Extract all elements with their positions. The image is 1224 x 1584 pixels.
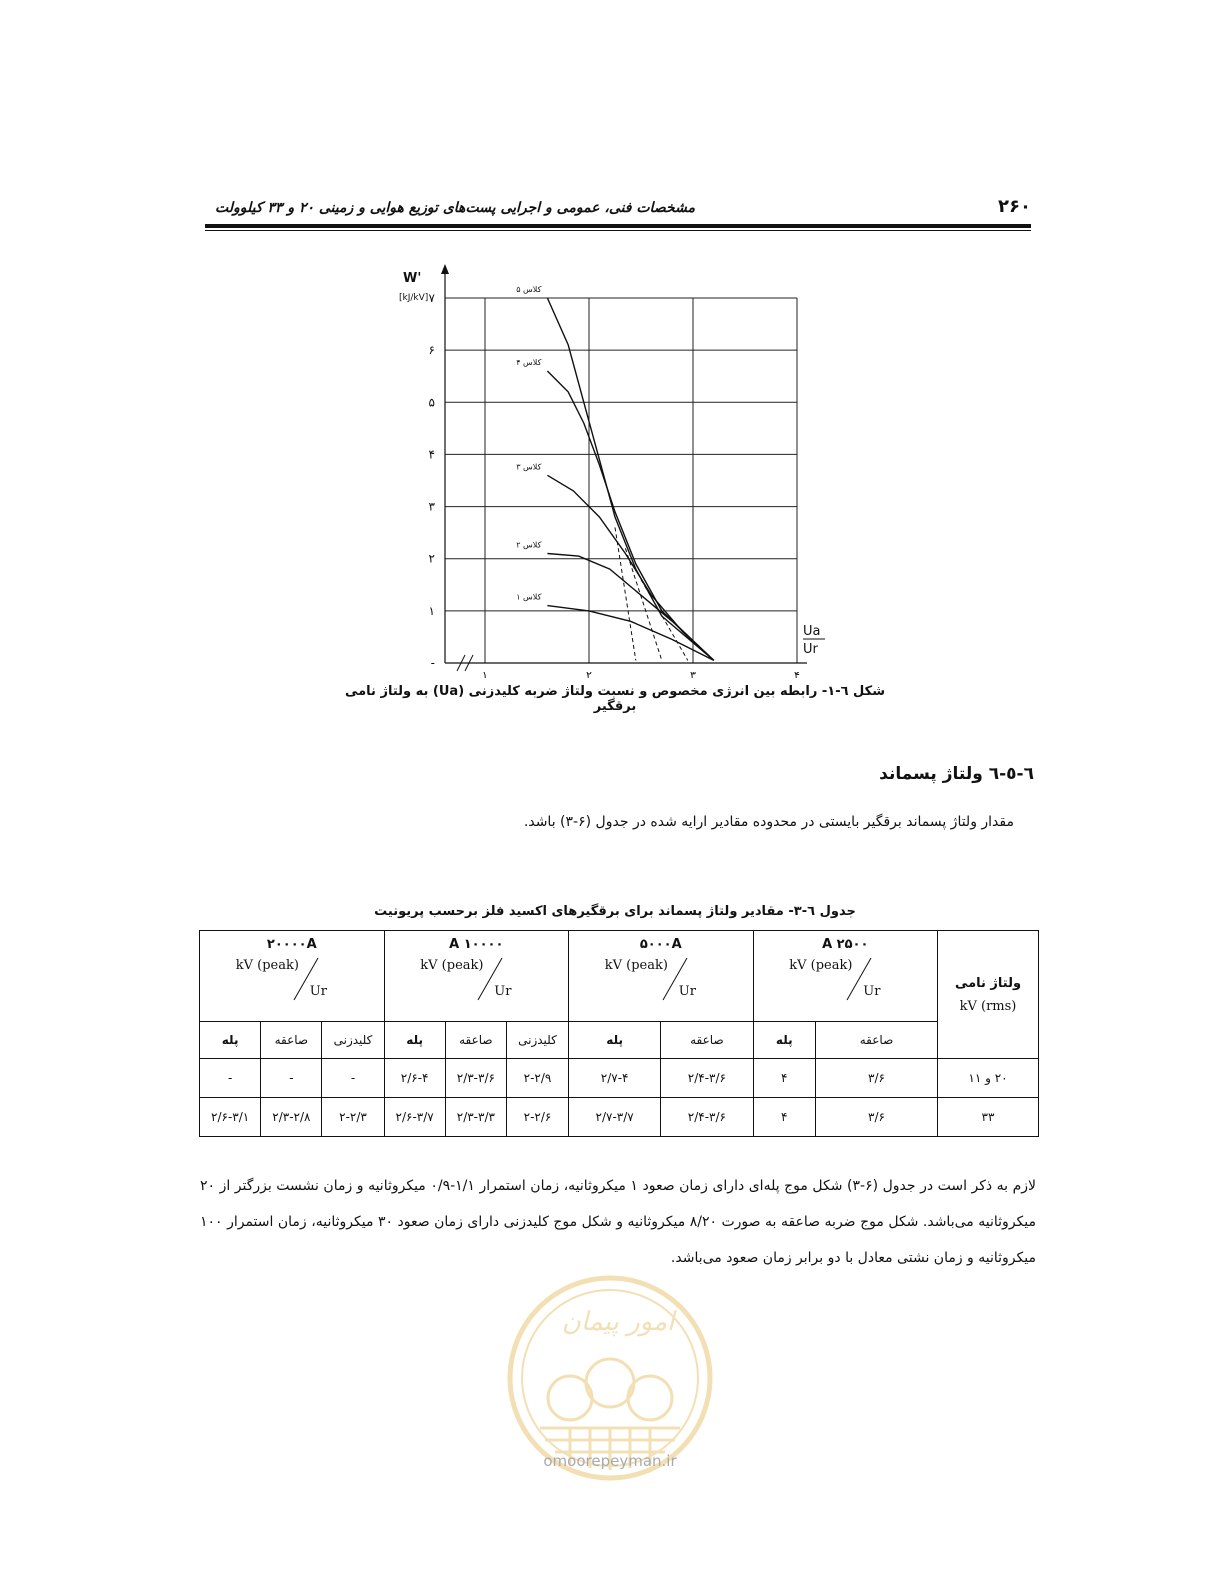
table-cell: ۲-۲/۳ — [322, 1098, 384, 1137]
page-header — [205, 196, 1031, 236]
series-label-3: کلاس ۳ — [516, 462, 542, 472]
sub-header: صاعقه — [445, 1022, 506, 1059]
watermark-text: امور پیمان — [561, 1307, 675, 1337]
section-title: ٦-٥-٦ ولتاژ پسماند — [879, 764, 1034, 784]
running-title: مشخصات فنی، عمومی و اجرایی پست‌های توزیع هوایی و زمینی ۲۰ و ۳۳ کیلوولت — [215, 200, 695, 216]
group-5000 — [569, 931, 754, 1022]
group-10000 — [384, 931, 568, 1022]
zero-label: - — [430, 656, 435, 670]
sub-header: پله — [753, 1022, 816, 1059]
table-caption: جدول ٦-٣- مقادیر ولتاژ پسماند برای برقگیرهای اکسید فلز برحسب پریونیت — [374, 904, 856, 919]
series-line-1 — [547, 606, 713, 661]
series-label-5: کلاس ۵ — [516, 285, 542, 294]
table-cell: - — [261, 1059, 322, 1098]
unit-fraction — [785, 956, 905, 1006]
sub-header: صاعقه — [261, 1022, 322, 1059]
series-line-2 — [547, 554, 713, 661]
unit-top: kV (peak) — [420, 958, 484, 973]
chart-curves — [516, 285, 714, 660]
y-tick-label: ۷ — [428, 291, 435, 305]
unit-top: kV (peak) — [789, 958, 853, 973]
section-paragraph: مقدار ولتاژ پسماند برقگیر بایستی در محدوده مقادیر ارایه شده در جدول (۶-۳) باشد. — [523, 814, 1014, 830]
rated-head: ولتاژ نامی — [954, 975, 1022, 991]
unit-top: kV (peak) — [604, 958, 668, 973]
unit-top: kV (peak) — [235, 958, 299, 973]
table-cell: ۲/۳-۳/۳ — [445, 1098, 506, 1137]
y-axis-label: W' — [403, 271, 422, 286]
y-tick-label: ۲ — [428, 551, 435, 566]
series-line-5 — [547, 298, 713, 660]
chart-ticks — [429, 291, 800, 678]
unit-fraction — [416, 956, 536, 1006]
watermark-url: omoorepeyman.ir — [543, 1452, 677, 1470]
series-label-4: کلاس ۴ — [516, 358, 542, 367]
group-10000-label: ۱۰۰۰۰ A — [449, 937, 504, 952]
y-tick-label: ۱ — [428, 603, 435, 618]
group-5000-label: ۵۰۰۰A — [639, 937, 682, 952]
table-cell: ۲/۶-۴ — [384, 1059, 445, 1098]
sub-header: کلیدزنی — [506, 1022, 568, 1059]
table-cell: ۲/۴-۳/۶ — [661, 1098, 753, 1137]
rated-unit: kV (rms) — [959, 998, 1017, 1014]
unit-fraction — [601, 956, 721, 1006]
table-cell: ۴ — [753, 1059, 816, 1098]
group-20000 — [200, 931, 385, 1022]
sub-header: پله — [200, 1022, 261, 1059]
table-cell: ۲/۳-۳/۶ — [445, 1059, 506, 1098]
x-axis-label-den: Ur — [803, 642, 818, 657]
sub-header: صاعقه — [661, 1022, 753, 1059]
table-cell: ۲/۷-۴ — [569, 1059, 661, 1098]
chart-labels — [399, 271, 825, 657]
series-line-3 — [547, 475, 713, 660]
sub-header: پله — [569, 1022, 661, 1059]
table-row — [200, 1059, 1039, 1098]
table-cell: ۳/۶ — [816, 1098, 938, 1137]
y-tick-label: ۳ — [428, 499, 435, 514]
residual-voltage-table — [199, 930, 1039, 1137]
table-cell: ۲/۴-۳/۶ — [661, 1059, 753, 1098]
group-20000-label: ۲۰۰۰۰A — [266, 937, 317, 952]
sub-header: صاعقه — [816, 1022, 938, 1059]
y-tick-label: ۵ — [428, 395, 435, 410]
y-tick-label: ۶ — [428, 343, 435, 358]
unit-fraction — [232, 956, 352, 1006]
sub-header: پله — [384, 1022, 445, 1059]
table-cell: ۲/۷-۳/۷ — [569, 1098, 661, 1137]
rated-voltage-header — [938, 931, 1039, 1059]
page-number: ۲۶۰ — [998, 196, 1031, 217]
table-cell: ۲-۲/۹ — [506, 1059, 568, 1098]
y-tick-label: ۴ — [428, 447, 435, 462]
x-tick-label: ۱ — [482, 669, 488, 678]
table-cell: ۲/۶-۳/۱ — [200, 1098, 261, 1137]
header-rule-thin — [205, 230, 1031, 231]
unit-bottom: Ur — [309, 984, 327, 999]
table-cell: ۴ — [753, 1098, 816, 1137]
table-cell: ۲-۲/۶ — [506, 1098, 568, 1137]
chart-axes — [441, 264, 807, 671]
group-2500-label: ۲۵۰۰ A — [822, 937, 869, 952]
header-rule-thick — [205, 224, 1031, 228]
notes-paragraph: لازم به ذکر است در جدول (۶-۳) شکل موج پله‌ای دارای زمان صعود ۱ میکروثانیه، زمان استمرار ۱/۱-۰/۹ میکروثانیه و زمان نشست بزرگتر از ۲۰ میکروثانیه می‌باشد. شکل موج ضربه صاعقه به صورت ۸/۲۰ میکروثانیه و شکل موج کلیدزنی دارای زمان صعود ۳۰ میکروثانیه، زمان استمرار ۱۰۰ میکروثانیه و زمان نشتی معادل با دو برابر زمان صعود می‌باشد. — [200, 1178, 1037, 1266]
chart-grid — [445, 298, 797, 663]
table-row — [200, 1098, 1039, 1137]
table-cell: ۲/۳-۲/۸ — [261, 1098, 322, 1137]
y-axis-arrow — [441, 264, 449, 274]
y-axis-unit: [kJ/kV] — [399, 293, 429, 303]
x-tick-label: ۴ — [794, 669, 800, 678]
sub-header: کلیدزنی — [322, 1022, 384, 1059]
rated-cell: ۳۳ — [938, 1098, 1039, 1137]
series-label-2: کلاس ۲ — [516, 540, 542, 550]
series-label-1: کلاس ۱ — [516, 592, 542, 602]
table-cell: - — [200, 1059, 261, 1098]
x-axis-label-num: Ua — [803, 624, 821, 639]
figure-caption: شکل ٦-١- رابطه بین انرژی مخصوص و نسبت ولتاژ ضربه کلیدزنی (Ua) به ولتاژ نامی برقگیر — [344, 684, 886, 714]
table-cell: ۲/۶-۳/۷ — [384, 1098, 445, 1137]
series-line-4 — [547, 371, 713, 660]
x-tick-label: ۲ — [586, 669, 592, 678]
table-cell: - — [322, 1059, 384, 1098]
dashed-line — [641, 580, 688, 661]
x-tick-label: ۳ — [690, 669, 696, 678]
table-cell: ۳/۶ — [816, 1059, 938, 1098]
unit-bottom: Ur — [494, 984, 512, 999]
group-2500 — [753, 931, 937, 1022]
dashed-line — [615, 527, 636, 660]
unit-bottom: Ur — [863, 984, 881, 999]
unit-bottom: Ur — [678, 984, 696, 999]
energy-chart — [395, 258, 825, 678]
dashed-line — [625, 548, 661, 660]
rated-cell: ۲۰ و ۱۱ — [938, 1059, 1039, 1098]
